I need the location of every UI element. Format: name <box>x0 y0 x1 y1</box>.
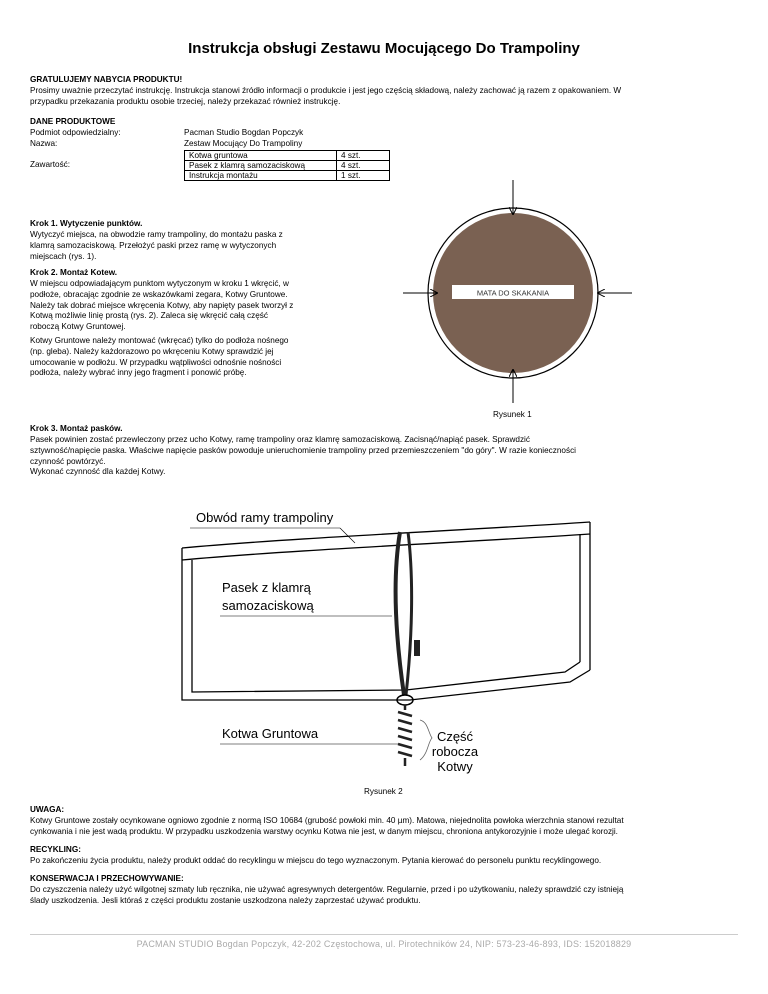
text-line: W miejscu odpowiadającym punktom wytyczonym w kroku 1 wkręcić, w <box>30 279 289 288</box>
strap <box>396 532 404 695</box>
label-contents: Zawartość: <box>30 160 71 169</box>
table-row <box>185 151 390 161</box>
strap-label-line1: Pasek z klamrą <box>222 580 311 595</box>
text-line: klamrą samozaciskową. Przełożyć paski przez ramę w wytyczonych <box>30 240 277 250</box>
item-name: Kotwa gruntowa <box>185 151 337 161</box>
recycling-text <box>30 856 745 867</box>
footer-divider <box>30 934 738 935</box>
table-row <box>185 161 390 171</box>
text-line: Kotwy Gruntowe zostały ocynkowane ogniowo zgodnie z normą ISO 10684 (grubość powłoki min. 40 µm). Matowa, niejednolita powłoka wierzchnia stanowi rezultat <box>30 816 624 825</box>
working-part-label-line1: Część <box>436 729 474 744</box>
text-line: sztywność/napięcie paska. Właściwe napięcie pasków powoduje unieruchomienie trampoliny przed przemieszczeniem "do góry". W razie konieczności <box>30 445 576 455</box>
page-title: Instrukcja obsługi Zestawu Mocującego Do Trampoliny <box>188 40 580 57</box>
text-line: podłoże, obracając zgodnie ze wskazówkami zegara, Kotwy Gruntowe. <box>30 289 288 299</box>
text-line: miejscach (rys. 1). <box>30 251 97 261</box>
mat-label: MATA DO SKAKANIA <box>476 288 550 298</box>
strap-label-line2: samozaciskową <box>222 598 314 613</box>
text-line: ślady uszkodzenia. Jesli któraś z części produktu zostanie uszkodzona należy zaprzestać używać produktu. <box>30 895 421 905</box>
step3-text <box>30 435 740 478</box>
maintenance-text <box>30 885 745 907</box>
value-responsible: Pacman Studio Bogdan Popczyk <box>184 128 304 137</box>
working-part-label-line2: robocza <box>431 744 479 759</box>
figure-2-caption: Rysunek 2 <box>364 787 403 796</box>
text-line: Pasek powinien zostać przewleczony przez ucho Kotwy, ramę trampoliny oraz klamrę samozaciskową. Zacisnąć/napiąć pasek. Sprawdzić <box>30 435 530 444</box>
item-name: Instrukcja montażu <box>185 171 337 181</box>
text-line: Kotwy Gruntowe należy montować (wkręcać) tylko do podłoża nośnego <box>30 336 289 345</box>
frame-top-line <box>182 522 590 548</box>
step1-heading: Krok 1. Wytyczenie punktów. <box>30 219 143 228</box>
value-name: Zestaw Mocujący Do Trampoliny <box>184 139 303 148</box>
text-line: Do czyszczenia należy użyć wilgotnej szmaty lub ręcznika, nie używać agresywnych detergentów. Regularnie, przed i po użytkowaniu, należy sprawdzić czy istnieją <box>30 885 624 894</box>
working-part-bracket <box>420 720 432 760</box>
figure-1 <box>400 178 640 420</box>
warning-heading: UWAGA: <box>30 805 65 814</box>
contents-table <box>184 150 390 181</box>
frame-label: Obwód ramy trampoliny <box>196 510 334 525</box>
intro-line: przypadku przekazania produktu osobie trzeciej, należy przekazać również instrukcję. <box>30 96 341 106</box>
intro-line: Prosimy uważnie przeczytać instrukcję. Instrukcja stanowi źródło informacji o produkcie i jest jego częścią składową, należy zachować ją razem z opakowaniem. W <box>30 86 622 95</box>
text-line: Należy tak dobrać miejsce wkręcenia Kotwy, aby napięty pasek tworzył z <box>30 300 294 310</box>
table-row <box>185 171 390 181</box>
text-line: Po zakończeniu życia produktu, należy produkt oddać do recyklingu w miejscu do tego wyznaczonym. Pytania kierować do personelu punktu recyklingowego. <box>30 856 602 865</box>
working-part-label-line3: Kotwy <box>437 759 473 774</box>
frame-leg-outer <box>182 548 590 700</box>
item-name: Pasek z klamrą samozaciskową <box>185 161 337 171</box>
step2-heading: Krok 2. Montaż Kotew. <box>30 268 118 277</box>
intro-heading: GRATULUJEMY NABYCIA PRODUKTU! <box>30 75 183 84</box>
text-line: cynkowania i nie jest wadą produktu. W przypadku uszkodzenia warstwy ocynku Kotwa nie jest, w danym miejscu, chroniona antykorozyjnie i może ulegać korozji. <box>30 826 618 836</box>
recycling-heading: RECYKLING: <box>30 845 81 854</box>
footer: PACMAN STUDIO Bogdan Popczyk, 42-202 Częstochowa, ul. Pirotechników 24, NIP: 573-23-46-893, IDS: 152018829 <box>136 939 632 949</box>
frame-top-line-inner <box>182 534 590 560</box>
anchor-screw <box>398 705 412 766</box>
figure-2 <box>170 490 610 790</box>
text-line: (np. gleba). Należy każdorazowo po wkręceniu Kotwy sprawdzić jej <box>30 346 274 356</box>
item-qty: 1 szt. <box>337 171 390 181</box>
maintenance-heading: KONSERWACJA I PRZECHOWYWANIE: <box>30 874 184 883</box>
figure-1-caption: Rysunek 1 <box>493 410 532 419</box>
text-line: podłoża, należy wybrać inny jego fragment i ponowić próbę. <box>30 368 247 378</box>
item-qty: 4 szt. <box>337 161 390 171</box>
warning-text <box>30 816 745 838</box>
product-heading: DANE PRODUKTOWE <box>30 117 116 126</box>
step1-text <box>30 230 360 262</box>
text-line: Wytyczyć miejsca, na obwodzie ramy trampoliny, do montażu paska z <box>30 230 283 239</box>
text-line: Wykonać czynność dla każdej Kotwy. <box>30 467 166 477</box>
intro-text <box>30 86 740 108</box>
text-line: roboczą Kotwy Gruntowej. <box>30 322 126 332</box>
buckle <box>414 640 420 656</box>
anchor-label: Kotwa Gruntowa <box>222 726 319 741</box>
step2-note <box>30 336 360 379</box>
label-responsible: Podmiot odpowiedzialny: <box>30 128 121 137</box>
label-name: Nazwa: <box>30 139 58 148</box>
strap-back <box>406 532 412 695</box>
item-qty: 4 szt. <box>337 151 390 161</box>
step3-heading: Krok 3. Montaż pasków. <box>30 424 123 433</box>
text-line: Kotwą możliwie linię prostą (rys. 2). Zaleca się wkręcić całą część <box>30 311 268 321</box>
step2-text <box>30 279 360 333</box>
text-line: umocowanie w podłożu. W przypadku wątpliwości odnośnie nośności <box>30 357 282 367</box>
text-line: czynność powtórzyć. <box>30 456 106 466</box>
